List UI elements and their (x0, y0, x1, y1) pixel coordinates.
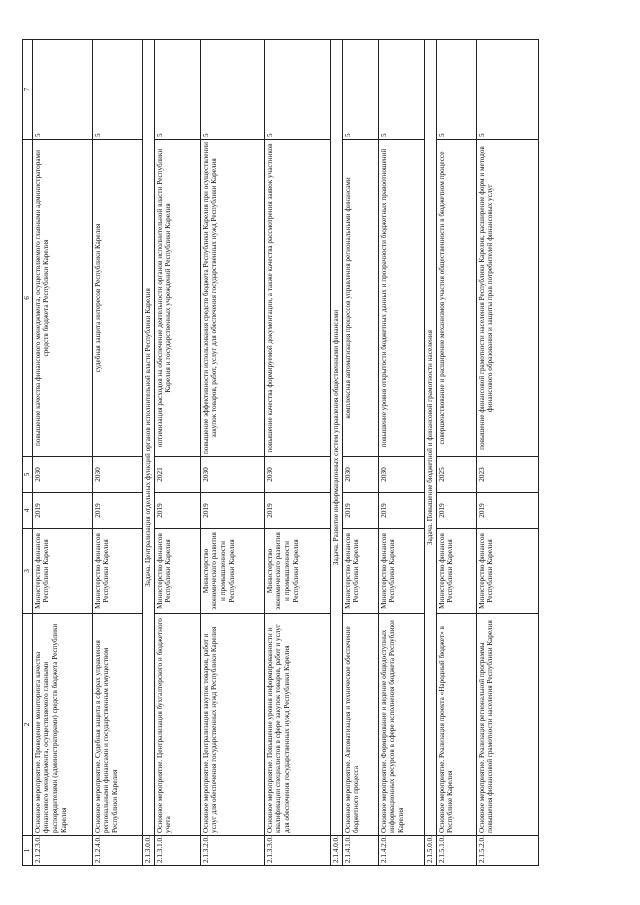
table-row (476, 40, 538, 866)
row-number: 2.1.4.1.0. (342, 836, 378, 866)
header-cell: 6 (23, 140, 33, 457)
header-cell: 4 (23, 493, 33, 529)
expected-result: комплексная автоматизация процессов управления региональными финансами (342, 140, 378, 457)
activity-name: Основное мероприятие. Реализация проекта «Народный бюджет» в Республике Карелия (436, 614, 476, 836)
end-year: 2025 (436, 457, 476, 493)
start-year: 2019 (200, 493, 264, 529)
row-number: 2.1.2.3.0. (32, 836, 92, 866)
row-number: 2.1.2.4.0. (92, 836, 142, 866)
executor: Министерство финансов Республики Карелия (92, 529, 142, 614)
table-row (436, 40, 476, 866)
activity-name: Основное мероприятие. Автоматизация и техническое обеспечение бюджетного процесса (342, 614, 378, 836)
activity-name: Основное мероприятие. Централизация закупок товаров, работ и услуг для обеспечения государственных нужд Республики Карелия (200, 614, 264, 836)
executor: Министерство финансов Республики Карелия (476, 529, 538, 614)
rotated-page-content (22, 40, 618, 866)
indicator-link: 5 (264, 40, 330, 140)
expected-result: совершенствование и расширение механизмов участия общественности в бюджетном процессе (436, 140, 476, 457)
task-title: Задача. Централизация отдельных функций органов исполнительной власти Республики Карелия (142, 40, 154, 836)
executor: Министерство финансов Республики Карелия (436, 529, 476, 614)
row-number: 2.1.3.2.0. (200, 836, 264, 866)
expected-result: оптимизация расходов на обеспечение деятельности органов исполнительной власти Республики Карелия и государственных учреждений Республики Карелия (154, 140, 200, 457)
end-year: 2030 (264, 457, 330, 493)
executor: Министерство финансов Республики Карелия (32, 529, 92, 614)
table-row (154, 40, 200, 866)
expected-result: повышение уровня открытости бюджетных данных и прозрачности бюджетных правоотношений (378, 140, 424, 457)
table-row (378, 40, 424, 866)
expected-result: повышение финансовой грамотности населения Республики Карелия, расширение форм и методов финансового образования и защиты прав потребителей финансовых услуг (476, 140, 538, 457)
executor: Министерство экономического развития и промышленности Республики Карелия (200, 529, 264, 614)
task-title: Задача. Развитие информационных систем управления общественными финансами (330, 40, 342, 836)
end-year: 2023 (476, 457, 538, 493)
row-number: 2.1.5.2.0. (476, 836, 538, 866)
indicator-link: 5 (436, 40, 476, 140)
indicator-link: 5 (342, 40, 378, 140)
start-year: 2019 (92, 493, 142, 529)
activity-name: Основное мероприятие. Проведение мониторинга качества финансового менеджмента, осуществляемого главными распорядителями (администраторами) средств бюджета Республики Карелия (32, 614, 92, 836)
expected-result: судебная защита интересов Республики Карелия (92, 140, 142, 457)
activity-name: Основное мероприятие. Повышение уровня информированности и квалификации специалистов в сфере закупок товаров, работ и услуг для обеспечения государственных нужд Республики Карелия (264, 614, 330, 836)
activity-name: Основное мероприятие. Реализация региональной программы повышения финансовой грамотности населения Республики Карелия (476, 614, 538, 836)
executor: Министерство финансов Республики Карелия (154, 529, 200, 614)
start-year: 2019 (436, 493, 476, 529)
start-year: 2019 (476, 493, 538, 529)
task-row (142, 40, 154, 866)
end-year: 2030 (378, 457, 424, 493)
executor: Министерство финансов Республики Карелия (378, 529, 424, 614)
row-number: 2.1.3.0.0. (142, 836, 154, 866)
indicator-link: 5 (476, 40, 538, 140)
activity-name: Основное мероприятие. Централизация бухгалтерского и бюджетного учета (154, 614, 200, 836)
table-row (200, 40, 264, 866)
header-cell: 1 (23, 836, 33, 866)
table-row (342, 40, 378, 866)
start-year: 2019 (378, 493, 424, 529)
end-year: 2021 (154, 457, 200, 493)
header-cell: 2 (23, 614, 33, 836)
executor: Министерство финансов Республики Карелия (342, 529, 378, 614)
row-number: 2.1.3.3.0. (264, 836, 330, 866)
start-year: 2019 (32, 493, 92, 529)
start-year: 2019 (264, 493, 330, 529)
table-row (32, 40, 92, 866)
indicator-link: 5 (200, 40, 264, 140)
header-cell: 3 (23, 529, 33, 614)
row-number: 2.1.3.1.0. (154, 836, 200, 866)
start-year: 2019 (154, 493, 200, 529)
expected-result: повышение эффективности использования средств бюджета Республики Карелия при осуществлении закупок товаров, работ, услуг для обеспечения государственных нужд Республики Карелия (200, 140, 264, 457)
row-number: 2.1.5.0.0. (424, 836, 436, 866)
task-title: Задача. Повышение бюджетной и финансовой грамотности населения (424, 40, 436, 836)
header-cell: 5 (23, 457, 33, 493)
row-number: 2.1.4.2.0. (378, 836, 424, 866)
document-page (22, 40, 618, 866)
row-number: 2.1.5.1.0. (436, 836, 476, 866)
end-year: 2030 (32, 457, 92, 493)
header-row (23, 40, 33, 866)
activities-table (22, 39, 539, 866)
end-year: 2030 (342, 457, 378, 493)
indicator-link: 5 (92, 40, 142, 140)
end-year: 2030 (200, 457, 264, 493)
header-cell: 7 (23, 40, 33, 140)
indicator-link: 5 (32, 40, 92, 140)
indicator-link: 5 (378, 40, 424, 140)
activity-name: Основное мероприятие. Судебная защита в сферах управления региональными финансами и государственным имуществом Республики Карелия (92, 614, 142, 836)
executor: Министерство экономического развития и промышленности Республики Карелия (264, 529, 330, 614)
indicator-link: 5 (154, 40, 200, 140)
end-year: 2030 (92, 457, 142, 493)
expected-result: повышение качества формируемой документации, а также качества рассмотрения заявок участников (264, 140, 330, 457)
table-row (92, 40, 142, 866)
expected-result: повышение качества финансового менеджмента, осуществляемого главными администраторами средств бюджета Республики Карелия (32, 140, 92, 457)
task-row (330, 40, 342, 866)
start-year: 2019 (342, 493, 378, 529)
table-row (264, 40, 330, 866)
activity-name: Основное мероприятие. Формирование и ведение общедоступных информационных ресурсов в сфере исполнения бюджета Республики Карелия (378, 614, 424, 836)
row-number: 2.1.4.0.0. (330, 836, 342, 866)
task-row (424, 40, 436, 866)
